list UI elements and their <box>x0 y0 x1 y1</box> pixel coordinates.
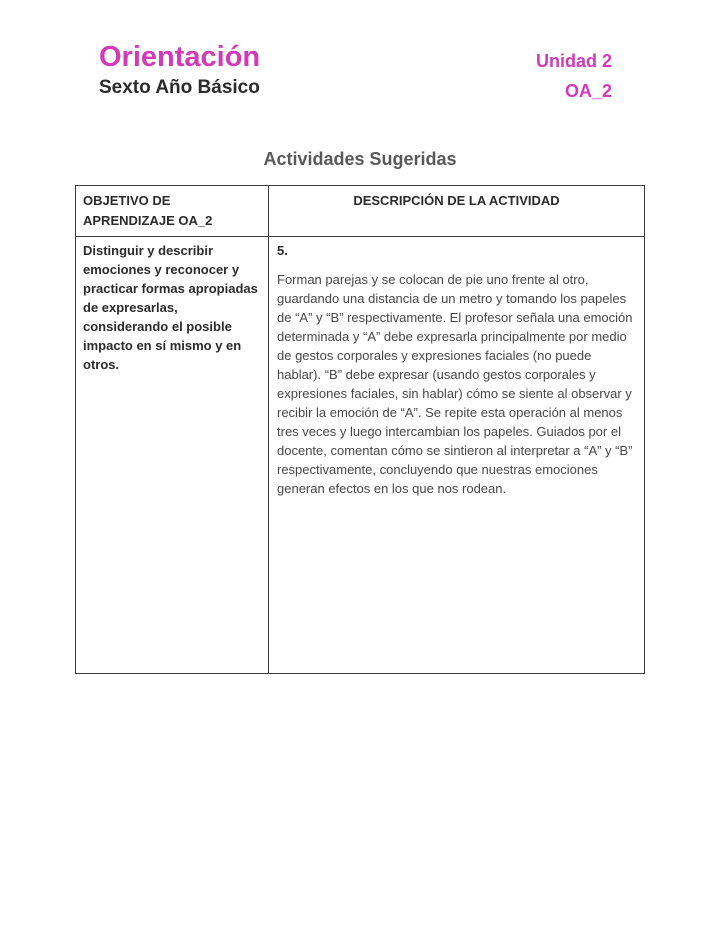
page-subtitle: Sexto Año Básico <box>99 77 260 98</box>
table-row <box>76 237 645 674</box>
objective-cell: Distinguir y describir emociones y reconocer y practicar formas apropiadas de expresarlas, considerando el posible impacto en sí mismo y en otros. <box>76 237 269 674</box>
column-header-objective: OBJETIVO DE APRENDIZAJE OA_2 <box>76 186 269 237</box>
activity-description: Forman parejas y se colocan de pie uno frente al otro, guardando una distancia de un metro y tomando los papeles de “A” y “B” respectivamente. El profesor señala una emoción determinada y “A” debe expresarla principalmente por medio de gestos corporales y expresiones faciales (no puede hablar). “B” debe expresar (usando gestos corporales y expresiones faciales, sin hablar) cómo se siente al observar y recibir la emoción de “A”. Se repite esta operación al menos tres veces y luego intercambian los papeles. Guiados por el docente, comentan cómo se sintieron al interpretar a “A” y “B” respectivamente, concluyendo que nuestras emociones generan efectos en los que nos rodean. <box>277 272 633 496</box>
unit-label: Unidad 2 <box>535 51 612 71</box>
header-right-block <box>536 46 612 106</box>
description-cell <box>269 237 645 674</box>
column-header-description: DESCRIPCIÓN DE LA ACTIVIDAD <box>269 186 645 237</box>
oa-label: OA_2 <box>564 81 612 101</box>
section-title: Actividades Sugeridas <box>263 149 457 169</box>
page-title: Orientación <box>99 41 261 73</box>
activities-table <box>75 185 645 674</box>
table-header-row <box>76 186 645 237</box>
activity-number: 5. <box>277 243 288 258</box>
